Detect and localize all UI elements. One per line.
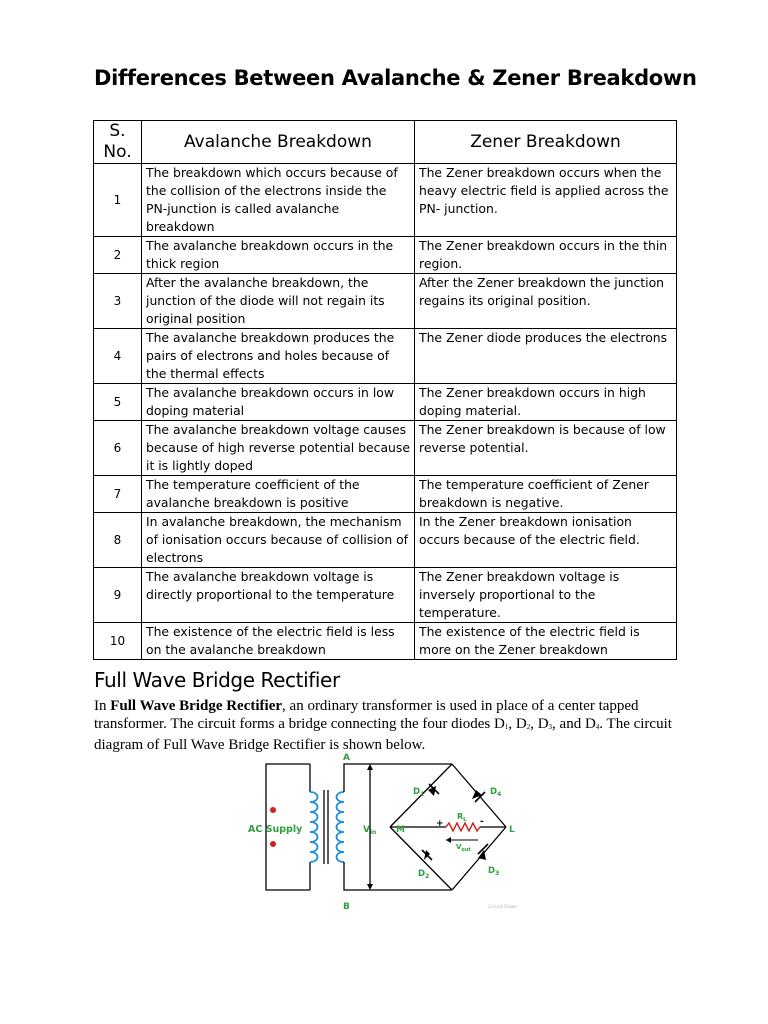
row-number: 5 bbox=[94, 384, 142, 421]
header-avalanche: Avalanche Breakdown bbox=[142, 121, 415, 164]
para-text-rest: , an ordinary transformer is used in place of a center tapped transformer. The circuit forms a bridge connecting the four diodes D bbox=[94, 698, 639, 732]
secondary-coil bbox=[337, 792, 345, 862]
para-d2-sub: 2 bbox=[526, 723, 531, 731]
page-title: Differences Between Avalanche & Zener Breakdown bbox=[94, 66, 697, 90]
load-resistor bbox=[446, 823, 480, 831]
header-sno: S. No. bbox=[94, 121, 142, 164]
avalanche-cell: The avalanche breakdown occurs in low doping material bbox=[142, 384, 415, 421]
plus-label: + bbox=[436, 819, 444, 829]
row-number: 7 bbox=[94, 476, 142, 513]
node-b-label: B bbox=[343, 902, 350, 912]
table-header-row bbox=[94, 121, 677, 164]
table-row bbox=[94, 568, 677, 623]
table-row bbox=[94, 237, 677, 274]
para-sep-3: , and D bbox=[552, 716, 596, 732]
d1-label: $D_1$ bbox=[413, 787, 425, 798]
table-row bbox=[94, 164, 677, 237]
rl-label: $R_L$ bbox=[457, 812, 467, 823]
avalanche-cell: The avalanche breakdown voltage is directly proportional to the temperature bbox=[142, 568, 415, 623]
avalanche-cell: The temperature coefficient of the avalanche breakdown is positive bbox=[142, 476, 415, 513]
zener-cell: The Zener breakdown occurs in high doping material. bbox=[415, 384, 677, 421]
supply-terminal-bottom bbox=[270, 841, 276, 847]
zener-cell: The existence of the electric field is more on the Zener breakdown bbox=[415, 623, 677, 660]
avalanche-cell: After the avalanche breakdown, the junction of the diode will not regain its original position bbox=[142, 274, 415, 329]
avalanche-cell: The avalanche breakdown occurs in the thick region bbox=[142, 237, 415, 274]
vout-label: $V_{out}$ bbox=[456, 843, 471, 853]
node-m-label: M bbox=[396, 825, 405, 835]
row-number: 10 bbox=[94, 623, 142, 660]
table-row bbox=[94, 274, 677, 329]
zener-cell: After the Zener breakdown the junction regains its original position. bbox=[415, 274, 677, 329]
zener-cell: The temperature coefficient of Zener breakdown is negative. bbox=[415, 476, 677, 513]
header-zener: Zener Breakdown bbox=[415, 121, 677, 164]
zener-cell: The Zener breakdown occurs in the thin region. bbox=[415, 237, 677, 274]
zener-cell: The Zener diode produces the electrons bbox=[415, 329, 677, 384]
zener-cell: In the Zener breakdown ionisation occurs because of the electric field. bbox=[415, 513, 677, 568]
d4-label: $D_4$ bbox=[490, 787, 502, 798]
minus-label: - bbox=[480, 817, 484, 827]
primary-coil bbox=[310, 792, 318, 862]
d3-label: $D_3$ bbox=[488, 866, 500, 877]
comparison-table bbox=[93, 120, 677, 660]
avalanche-cell: In avalanche breakdown, the mechanism of ionisation occurs because of collision of electrons bbox=[142, 513, 415, 568]
row-number: 4 bbox=[94, 329, 142, 384]
para-text-end: . The circuit diagram of Full Wave Bridge Rectifier is shown below. bbox=[94, 716, 672, 753]
watermark: Circuit Globe bbox=[488, 905, 518, 910]
d2-label: $D_2$ bbox=[418, 869, 430, 880]
table-row bbox=[94, 513, 677, 568]
para-d4-sub: 4 bbox=[595, 723, 600, 731]
avalanche-cell: The avalanche breakdown voltage causes because of high reverse potential because it is lightly doped bbox=[142, 421, 415, 476]
para-sep-2: , D bbox=[530, 716, 549, 732]
table-row bbox=[94, 623, 677, 660]
avalanche-cell: The avalanche breakdown produces the pairs of electrons and holes because of the thermal effects bbox=[142, 329, 415, 384]
vin-arrow-up bbox=[367, 764, 373, 770]
diode-d3 bbox=[478, 844, 488, 860]
row-number: 9 bbox=[94, 568, 142, 623]
table-row bbox=[94, 421, 677, 476]
para-d3-sub: 3 bbox=[548, 723, 553, 731]
vin-arrow-down bbox=[367, 884, 373, 890]
avalanche-cell: The breakdown which occurs because of the collision of the electrons inside the PN-junction is called avalanche breakdown bbox=[142, 164, 415, 237]
para-text-in: In bbox=[94, 698, 111, 714]
diode-d2 bbox=[422, 850, 432, 860]
vout-arrowhead bbox=[446, 837, 451, 843]
vin-label: $V_{in}$ bbox=[363, 825, 377, 836]
row-number: 1 bbox=[94, 164, 142, 237]
table-row bbox=[94, 384, 677, 421]
para-sep-1: , D bbox=[508, 716, 527, 732]
zener-cell: The Zener breakdown voltage is inversely proportional to the temperature. bbox=[415, 568, 677, 623]
table-row bbox=[94, 329, 677, 384]
para-d1-sub: 1 bbox=[504, 723, 509, 731]
section-paragraph bbox=[94, 697, 684, 754]
row-number: 2 bbox=[94, 237, 142, 274]
para-bold-term: Full Wave Bridge Rectifier bbox=[110, 698, 283, 714]
supply-terminal-top bbox=[270, 807, 276, 813]
zener-cell: The Zener breakdown occurs when the heavy electric field is applied across the PN- junction. bbox=[415, 164, 677, 237]
row-number: 3 bbox=[94, 274, 142, 329]
node-l-label: L bbox=[509, 825, 515, 835]
transformer bbox=[310, 790, 344, 864]
section-heading: Full Wave Bridge Rectifier bbox=[94, 668, 340, 692]
row-number: 8 bbox=[94, 513, 142, 568]
node-a-label: A bbox=[343, 753, 350, 763]
avalanche-cell: The existence of the electric field is less on the avalanche breakdown bbox=[142, 623, 415, 660]
table-row bbox=[94, 476, 677, 513]
zener-cell: The Zener breakdown is because of low reverse potential. bbox=[415, 421, 677, 476]
bridge-rectifier-circuit bbox=[240, 750, 530, 915]
ac-supply-label: AC Supply bbox=[248, 824, 303, 835]
row-number: 6 bbox=[94, 421, 142, 476]
